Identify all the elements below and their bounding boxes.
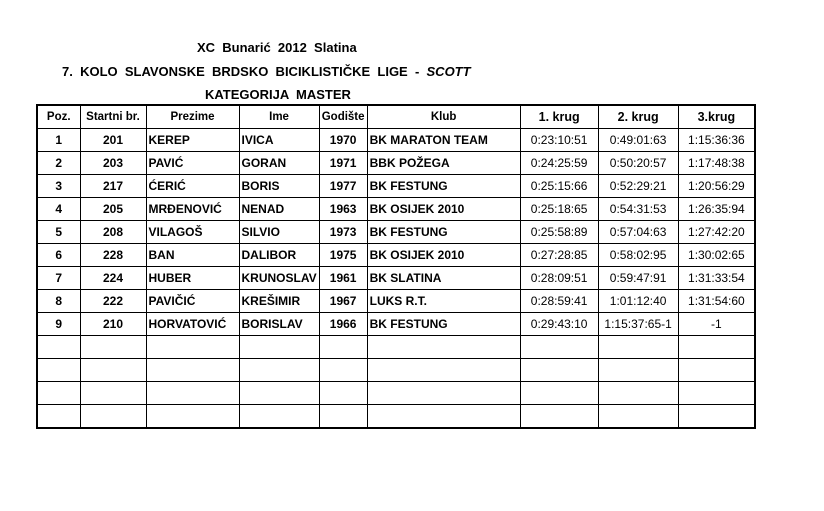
- col-header-poz: Poz.: [37, 105, 80, 129]
- cell-lap2-empty: [598, 359, 678, 382]
- cell-birth-year-empty: [319, 336, 367, 359]
- table-row: [37, 152, 755, 175]
- cell-lap3: 1:27:42:20: [678, 221, 755, 244]
- cell-lap3: 1:30:02:65: [678, 244, 755, 267]
- table-row: [37, 290, 755, 313]
- cell-position-empty: [37, 382, 80, 405]
- cell-surname-empty: [146, 405, 239, 429]
- table-row: [37, 244, 755, 267]
- col-header-godiste: Godište: [319, 105, 367, 129]
- cell-lap2: 0:50:20:57: [598, 152, 678, 175]
- cell-lap3: 1:17:48:38: [678, 152, 755, 175]
- cell-lap3-empty: [678, 336, 755, 359]
- results-body: [37, 129, 755, 429]
- col-header-krug2: 2. krug: [598, 105, 678, 129]
- cell-lap1: 0:25:18:65: [520, 198, 598, 221]
- league-round-text: 7. KOLO SLAVONSKE BRDSKO BICIKLISTIČKE LIGE -: [62, 64, 427, 79]
- cell-birth-year: 1967: [319, 290, 367, 313]
- cell-birth-year: 1975: [319, 244, 367, 267]
- cell-start-number-empty: [80, 359, 146, 382]
- empty-table-row: [37, 359, 755, 382]
- cell-club-empty: [367, 405, 520, 429]
- table-row: [37, 175, 755, 198]
- cell-club-empty: [367, 382, 520, 405]
- cell-first-name-empty: [239, 336, 319, 359]
- cell-first-name: IVICA: [239, 129, 319, 152]
- cell-lap2: 0:57:04:63: [598, 221, 678, 244]
- cell-first-name: BORISLAV: [239, 313, 319, 336]
- cell-birth-year-empty: [319, 359, 367, 382]
- col-header-startni: Startni br.: [80, 105, 146, 129]
- cell-lap2: 0:58:02:95: [598, 244, 678, 267]
- cell-surname: BAN: [146, 244, 239, 267]
- cell-position: 5: [37, 221, 80, 244]
- cell-first-name: SILVIO: [239, 221, 319, 244]
- cell-lap1-empty: [520, 405, 598, 429]
- cell-club: BK FESTUNG: [367, 313, 520, 336]
- cell-birth-year-empty: [319, 382, 367, 405]
- cell-first-name-empty: [239, 359, 319, 382]
- cell-position: 2: [37, 152, 80, 175]
- cell-position-empty: [37, 405, 80, 429]
- cell-first-name-empty: [239, 405, 319, 429]
- empty-table-row: [37, 405, 755, 429]
- cell-start-number: 201: [80, 129, 146, 152]
- col-header-klub: Klub: [367, 105, 520, 129]
- cell-club: BK OSIJEK 2010: [367, 198, 520, 221]
- cell-position: 9: [37, 313, 80, 336]
- cell-club: BK MARATON TEAM: [367, 129, 520, 152]
- cell-lap1: 0:28:09:51: [520, 267, 598, 290]
- cell-lap2: 1:15:37:65-1: [598, 313, 678, 336]
- cell-position-empty: [37, 359, 80, 382]
- cell-lap1: 0:27:28:85: [520, 244, 598, 267]
- cell-lap2: 0:49:01:63: [598, 129, 678, 152]
- cell-first-name: GORAN: [239, 152, 319, 175]
- cell-lap2: 0:59:47:91: [598, 267, 678, 290]
- empty-table-row: [37, 382, 755, 405]
- cell-first-name-empty: [239, 382, 319, 405]
- cell-lap2: 0:54:31:53: [598, 198, 678, 221]
- cell-lap1: 0:25:15:66: [520, 175, 598, 198]
- cell-lap1: 0:28:59:41: [520, 290, 598, 313]
- cell-lap3: 1:31:54:60: [678, 290, 755, 313]
- col-header-krug1: 1. krug: [520, 105, 598, 129]
- cell-first-name: DALIBOR: [239, 244, 319, 267]
- empty-table-row: [37, 336, 755, 359]
- cell-start-number: 222: [80, 290, 146, 313]
- col-header-krug3: 3.krug: [678, 105, 755, 129]
- cell-surname: PAVIČIĆ: [146, 290, 239, 313]
- cell-surname: KEREP: [146, 129, 239, 152]
- table-row: [37, 129, 755, 152]
- cell-lap1: 0:24:25:59: [520, 152, 598, 175]
- col-header-prezime: Prezime: [146, 105, 239, 129]
- cell-start-number: 224: [80, 267, 146, 290]
- cell-birth-year: 1963: [319, 198, 367, 221]
- cell-surname: VILAGOŠ: [146, 221, 239, 244]
- results-table: [36, 104, 756, 429]
- cell-lap1-empty: [520, 359, 598, 382]
- table-row: [37, 198, 755, 221]
- cell-club: BK FESTUNG: [367, 221, 520, 244]
- cell-birth-year: 1973: [319, 221, 367, 244]
- cell-first-name: KRUNOSLAV: [239, 267, 319, 290]
- cell-lap3-empty: [678, 382, 755, 405]
- cell-birth-year: 1971: [319, 152, 367, 175]
- sponsor-name: SCOTT: [426, 64, 471, 79]
- cell-lap3: 1:31:33:54: [678, 267, 755, 290]
- cell-lap3: 1:15:36:36: [678, 129, 755, 152]
- cell-first-name: BORIS: [239, 175, 319, 198]
- cell-lap1: 0:23:10:51: [520, 129, 598, 152]
- cell-lap3: -1: [678, 313, 755, 336]
- table-row: [37, 267, 755, 290]
- cell-position: 7: [37, 267, 80, 290]
- cell-surname: PAVIĆ: [146, 152, 239, 175]
- cell-start-number-empty: [80, 405, 146, 429]
- cell-club-empty: [367, 336, 520, 359]
- cell-position: 6: [37, 244, 80, 267]
- cell-lap1-empty: [520, 336, 598, 359]
- cell-birth-year: 1966: [319, 313, 367, 336]
- cell-surname: ĆERIĆ: [146, 175, 239, 198]
- cell-surname-empty: [146, 382, 239, 405]
- league-subtitle: [62, 64, 471, 79]
- cell-position-empty: [37, 336, 80, 359]
- cell-club: BK FESTUNG: [367, 175, 520, 198]
- cell-club-empty: [367, 359, 520, 382]
- table-row: [37, 221, 755, 244]
- cell-first-name: NENAD: [239, 198, 319, 221]
- cell-start-number: 208: [80, 221, 146, 244]
- cell-birth-year: 1977: [319, 175, 367, 198]
- cell-start-number: 228: [80, 244, 146, 267]
- cell-start-number-empty: [80, 336, 146, 359]
- cell-club: BK SLATINA: [367, 267, 520, 290]
- cell-lap2-empty: [598, 336, 678, 359]
- cell-lap1-empty: [520, 382, 598, 405]
- cell-start-number: 205: [80, 198, 146, 221]
- cell-lap2: 1:01:12:40: [598, 290, 678, 313]
- cell-start-number: 210: [80, 313, 146, 336]
- cell-lap3: 1:26:35:94: [678, 198, 755, 221]
- cell-position: 4: [37, 198, 80, 221]
- cell-lap1: 0:25:58:89: [520, 221, 598, 244]
- cell-lap1: 0:29:43:10: [520, 313, 598, 336]
- cell-lap2-empty: [598, 382, 678, 405]
- cell-birth-year: 1970: [319, 129, 367, 152]
- cell-club: BK OSIJEK 2010: [367, 244, 520, 267]
- cell-birth-year: 1961: [319, 267, 367, 290]
- cell-club: LUKS R.T.: [367, 290, 520, 313]
- cell-surname-empty: [146, 336, 239, 359]
- cell-lap2: 0:52:29:21: [598, 175, 678, 198]
- cell-lap3: 1:20:56:29: [678, 175, 755, 198]
- table-header-row: [37, 105, 755, 129]
- cell-birth-year-empty: [319, 405, 367, 429]
- cell-start-number: 217: [80, 175, 146, 198]
- cell-lap3-empty: [678, 359, 755, 382]
- table-row: [37, 313, 755, 336]
- cell-start-number: 203: [80, 152, 146, 175]
- cell-first-name: KREŠIMIR: [239, 290, 319, 313]
- document-title: XC Bunarić 2012 Slatina: [197, 40, 357, 55]
- cell-club: BBK POŽEGA: [367, 152, 520, 175]
- cell-surname-empty: [146, 359, 239, 382]
- cell-position: 8: [37, 290, 80, 313]
- cell-position: 1: [37, 129, 80, 152]
- cell-start-number-empty: [80, 382, 146, 405]
- col-header-ime: Ime: [239, 105, 319, 129]
- category-heading: KATEGORIJA MASTER: [205, 87, 351, 102]
- cell-surname: HUBER: [146, 267, 239, 290]
- cell-surname: HORVATOVIĆ: [146, 313, 239, 336]
- cell-surname: MRĐENOVIĆ: [146, 198, 239, 221]
- cell-lap3-empty: [678, 405, 755, 429]
- cell-position: 3: [37, 175, 80, 198]
- cell-lap2-empty: [598, 405, 678, 429]
